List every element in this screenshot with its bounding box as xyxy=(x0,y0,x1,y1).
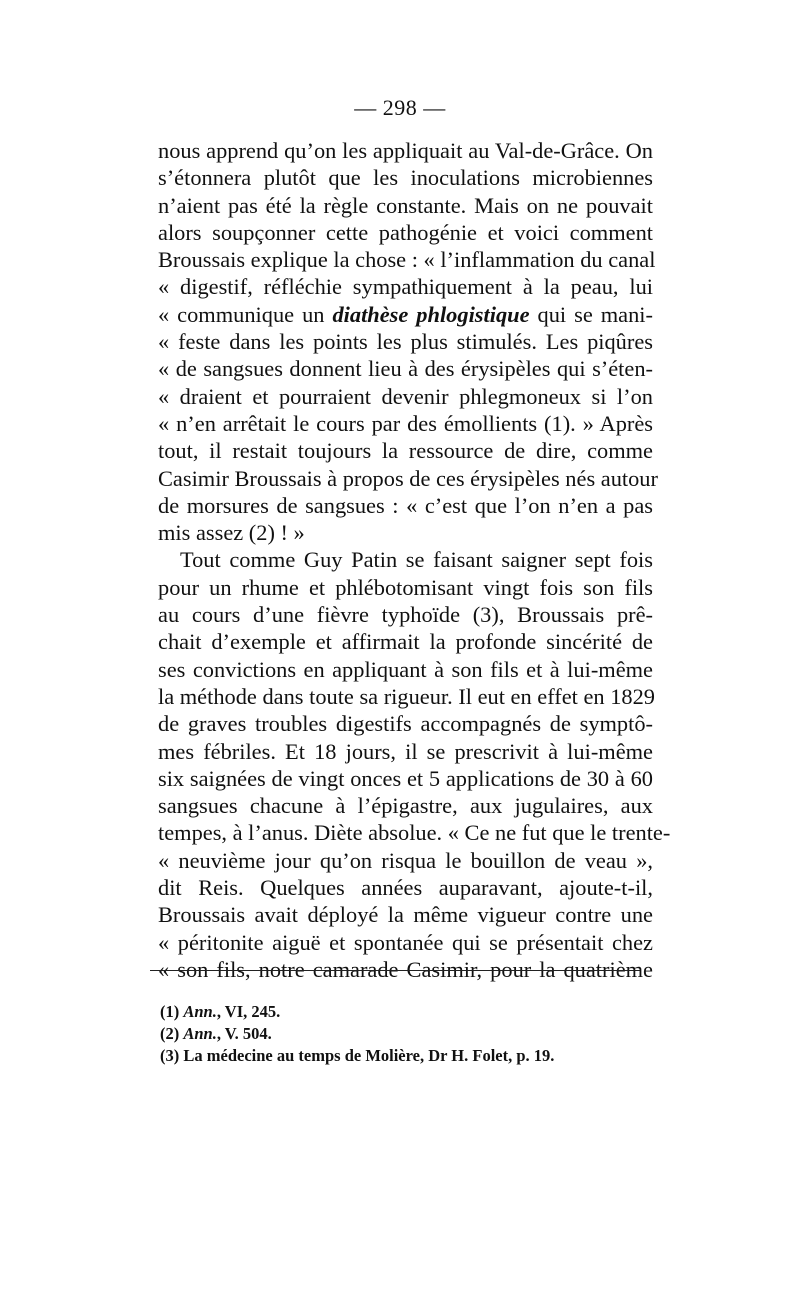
text-line: Casimir Broussais à propos de ces érysipèles nés autour xyxy=(158,465,658,491)
text-line: « draient et pourraient devenir phlegmoneux si l’on xyxy=(158,383,653,409)
text-line: « péritonite aiguë et spontanée qui se présentait chez xyxy=(158,929,653,955)
footnote-marker: (3) xyxy=(160,1046,184,1065)
text-line: de morsures de sangsues : « c’est que l’on n’en a pas xyxy=(158,492,653,518)
text-segment: qui se mani- xyxy=(529,301,653,327)
text-line: chait d’exemple et affirmait la profonde sincérité de xyxy=(158,629,653,655)
text-line: tout, il restait toujours la ressource de dire, comme xyxy=(158,438,653,464)
text-line: « neuvième jour qu’on risqua le bouillon de veau », xyxy=(158,847,653,873)
text-line: « digestif, réfléchie sympathiquement à la peau, lui xyxy=(158,274,653,300)
text-line: six saignées de vingt onces et 5 applications de 30 à 60 xyxy=(158,765,653,791)
text-line: Broussais explique la chose : « l’inflammation du canal xyxy=(158,247,656,273)
footnote-marker: (2) xyxy=(160,1024,184,1043)
text-line: dit Reis. Quelques années auparavant, ajoute-t-il, xyxy=(158,875,653,901)
text-line: Broussais avait déployé la même vigueur contre une xyxy=(158,902,653,928)
text-line: pour un rhume et phlébotomisant vingt fois son fils xyxy=(158,574,653,600)
text-segment: « communique un xyxy=(158,301,333,327)
text-line: nous apprend qu’on les appliquait au Val-de-Grâce. On xyxy=(158,138,653,163)
page-number: — 298 — xyxy=(354,95,446,120)
text-line: Tout comme Guy Patin se faisant saigner sept fois xyxy=(180,547,653,573)
footnote-1 xyxy=(160,1001,630,1023)
text-line: ses convictions en appliquant à son fils et à lui-même xyxy=(158,656,653,682)
body-text xyxy=(158,137,671,983)
text-line: mis assez (2) ! » xyxy=(158,520,305,546)
footnotes xyxy=(160,1001,630,1067)
footnote-source: Ann. xyxy=(183,1002,217,1021)
footnote-ref: La médecine au temps de Molière, Dr H. Folet, p. 19. xyxy=(183,1046,555,1065)
text-line: s’étonnera plutôt que les inoculations microbiennes xyxy=(158,165,653,191)
text-line: la méthode dans toute sa rigueur. Il eut en effet en 1829 xyxy=(158,683,655,709)
footnote-3 xyxy=(160,1045,630,1067)
text-line: « de sangsues donnent lieu à des érysipèles qui s’éten- xyxy=(158,356,653,382)
text-line: « n’en arrêtait le cours par des émollients (1). » Après xyxy=(158,410,653,436)
text-line: au cours d’une fièvre typhoïde (3), Broussais prê- xyxy=(158,602,653,628)
footnote-marker: (1) xyxy=(160,1002,184,1021)
text-line: « feste dans les points les plus stimulés. Les piqûres xyxy=(158,329,653,355)
text-line: de graves troubles digestifs accompagnés de symptô- xyxy=(158,711,653,737)
footnote-source: Ann. xyxy=(183,1024,217,1043)
footnote-2 xyxy=(160,1023,630,1045)
italic-phrase: diathèse phlogistique xyxy=(332,301,530,327)
footnote-ref: , V. 504. xyxy=(216,1024,272,1043)
text-line: « son fils, notre camarade Casimir, pour la quatrième xyxy=(158,956,653,982)
text-line: n’aient pas été la règle constante. Mais on ne pouvait xyxy=(158,192,653,218)
text-line: sangsues chacune à l’épigastre, aux jugulaires, aux xyxy=(158,793,653,819)
text-line: alors soupçonner cette pathogénie et voici comment xyxy=(158,219,653,245)
footnote-ref: , VI, 245. xyxy=(216,1002,281,1021)
footnote-divider xyxy=(150,970,640,971)
text-line: mes fébriles. Et 18 jours, il se prescrivit à lui-même xyxy=(158,738,653,764)
text-line: tempes, à l’anus. Diète absolue. « Ce ne fut que le trente- xyxy=(158,820,671,846)
text-line-with-italic xyxy=(158,301,653,328)
